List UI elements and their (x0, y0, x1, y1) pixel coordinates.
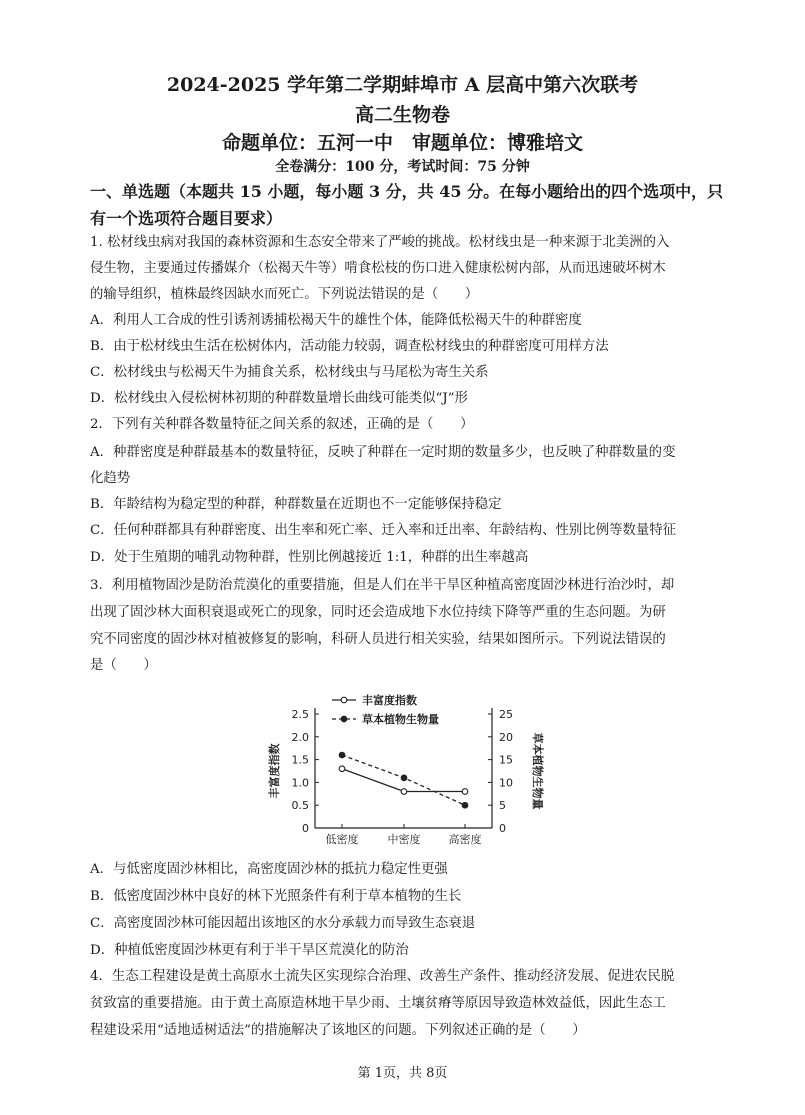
data-point (401, 775, 407, 781)
q1-option-d: D．松材线虫入侵松树林初期的种群数量增长曲线可能类似“J”形 (90, 391, 468, 406)
data-point (339, 752, 345, 758)
q2-option-b: B．年龄结构为稳定型的种群，种群数量在近期也不一定能够保持稳定 (90, 497, 502, 512)
left-tick-label: 1.5 (291, 753, 309, 767)
q3-option-c: C．高密度固沙林可能因超出该地区的水分承载力而导致生态衰退 (90, 916, 476, 931)
legend-marker (341, 716, 347, 722)
q4-stem-line1: 4．生态工程建设是黄土高原水土流失区实现综合治理、改善生产条件、推动经济发展、促进农民脱 (90, 969, 675, 984)
left-tick-label: 0.5 (291, 799, 309, 813)
q3-stem-line3: 究不同密度的固沙林对植被修复的影响，科研人员进行相关实验，结果如图所示。下列说法错误的 (90, 632, 666, 647)
right-tick-label: 25 (499, 708, 513, 721)
section-heading-line2: 有一个选项符合题目要求） (90, 209, 283, 228)
x-tick-label: 高密度 (448, 833, 482, 846)
q3-stem-line4: 是（ ） (90, 658, 157, 673)
data-point (401, 789, 407, 795)
q3-chart (262, 688, 552, 848)
q1-option-b: B．由于松材线虫生活在松树体内，活动能力较弱，调查松材线虫的种群密度可用样方法 (90, 339, 609, 354)
q3-option-d: D．种植低密度固沙林更有利于半干旱区荒漠化的防治 (90, 943, 409, 958)
right-tick-label: 0 (499, 822, 506, 835)
q1-option-c: C．松材线虫与松褐天牛为捕食关系，松材线虫与马尾松为寄生关系 (90, 365, 489, 380)
q2-option-a-line1: A．种群密度是种群最基本的数量特征，反映了种群在一定时期的数量多少，也反映了种群数量的变 (90, 445, 676, 460)
left-tick-label: 2.5 (291, 708, 309, 721)
q2-option-c: C．任何种群都具有种群密度、出生率和死亡率、迁入率和迁出率、年龄结构、性别比例等数量特征 (90, 523, 677, 538)
left-tick-label: 2.0 (291, 730, 309, 744)
q2-stem: 2．下列有关种群各数量特征之间关系的叙述，正确的是（ ） (90, 417, 474, 432)
x-tick-label: 低密度 (325, 833, 359, 846)
exam-title: 2024-2025 学年第二学期蚌埠市 A 层高中第六次联考 (166, 74, 639, 96)
q4-stem-line2: 贫致富的重要措施。由于黄土高原造林地干旱少雨、土壤贫瘠等原因导致造林效益低，因此生态工 (90, 996, 666, 1011)
q2-option-a-line2: 化趋势 (90, 471, 131, 486)
q1-stem-line1: 1. 松材线虫病对我国的森林资源和生态安全带来了严峻的挑战。松材线虫是一种来源于北美洲的入 (90, 235, 670, 250)
section-heading-line1: 一、单选题（本题共 15 小题，每小题 3 分，共 45 分。在每小题给出的四个选项中，只 (90, 182, 724, 201)
left-tick-label: 0 (302, 822, 309, 835)
q1-option-a: A．利用人工合成的性引诱剂诱捕松褐天牛的雄性个体，能降低松褐天牛的种群密度 (90, 313, 582, 328)
x-tick-label: 中密度 (387, 833, 421, 846)
q3-option-a: A．与低密度固沙林相比，高密度固沙林的抵抗力稳定性更强 (90, 862, 448, 877)
y2-axis-title: 草本植物生物量 (531, 732, 544, 810)
q2-option-d: D．处于生殖期的哺乳动物种群，性别比例越接近 1:1，种群的出生率越高 (90, 550, 529, 565)
exam-setters: 命题单位：五河一中 审题单位：博雅培文 (221, 132, 583, 154)
exam-subject: 高二生物卷 (354, 104, 450, 126)
exam-info: 全卷满分：100 分，考试时间：75 分钟 (275, 159, 530, 175)
y-axis-title: 丰富度指数 (268, 743, 281, 799)
right-tick-label: 15 (499, 753, 513, 767)
data-point (339, 766, 345, 772)
right-tick-label: 5 (499, 799, 506, 813)
q3-stem-line2: 出现了固沙林大面积衰退或死亡的现象，同时还会造成地下水位持续下降等严重的生态问题。为研 (90, 605, 666, 620)
legend-label: 丰富度指数 (362, 694, 417, 707)
q3-option-b: B．低密度固沙林中良好的林下光照条件有利于草本植物的生长 (90, 889, 462, 904)
left-tick-label: 1.0 (291, 776, 309, 790)
data-point (462, 789, 468, 795)
right-tick-label: 20 (499, 730, 513, 744)
right-tick-label: 10 (499, 776, 513, 790)
q4-stem-line3: 程建设采用“适地适树适法”的措施解决了该地区的问题。下列叙述正确的是（ ） (90, 1023, 586, 1038)
data-point (462, 802, 468, 808)
q1-stem-line3: 的输导组织，植株最终因缺水而死亡。下列说法错误的是（ ） (90, 287, 479, 302)
page-footer: 第 1页，共 8页 (357, 1066, 448, 1081)
q1-stem-line2: 侵生物，主要通过传播媒介（松褐天牛等）啃食松枝的伤口进入健康松树内部，从而迅速破坏树木 (90, 261, 666, 276)
section-heading (90, 178, 730, 232)
legend-marker (341, 697, 347, 703)
q3-stem-line1: 3．利用植物固沙是防治荒漠化的重要措施，但是人们在半干旱区种植高密度固沙林进行治沙时，却 (90, 578, 675, 593)
legend-label: 草本植物生物量 (362, 713, 439, 726)
